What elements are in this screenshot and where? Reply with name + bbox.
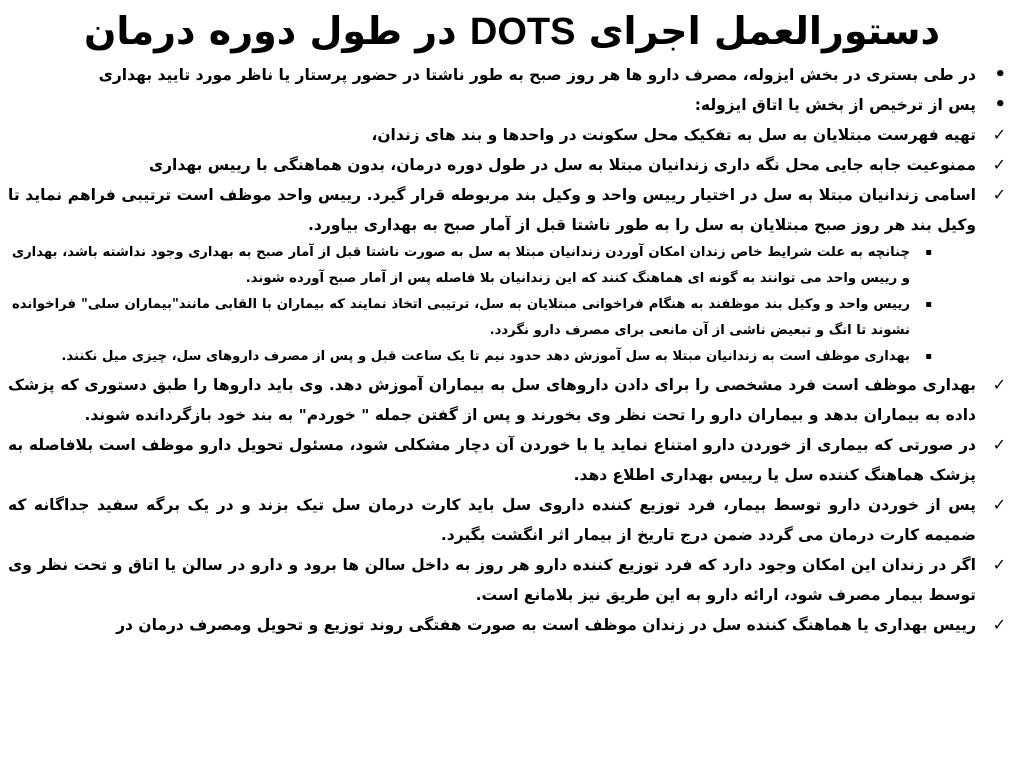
list-item-level-2 <box>8 180 1018 240</box>
checkmark-icon: ✓ <box>992 155 1006 174</box>
checkmark-icon: ✓ <box>992 185 1006 204</box>
checkmark-icon: ✓ <box>992 375 1006 394</box>
slide-content <box>8 60 1018 640</box>
bullet-icon: • <box>994 64 1006 85</box>
checkmark-icon: ✓ <box>992 495 1006 514</box>
list-item-level-1 <box>8 60 1018 90</box>
square-bullet-icon: ▪ <box>925 299 932 310</box>
title-suffix: در طول دوره درمان <box>83 9 457 53</box>
list-item-level-3 <box>8 292 1018 344</box>
square-bullet-icon: ▪ <box>925 247 932 258</box>
list-item-text: پس از خوردن دارو توسط بیمار، فرد توزیع کننده داروی سل باید کارت درمان سل تیک بزند و در یک برگه سفید جداگانه که ضمیمه کارت درمان می گردد ضمن درج تاریخ از بیمار اثر انگشت بگیرد. <box>8 496 976 544</box>
list-item-text: در صورتی که بیماری از خوردن دارو امتناع نماید یا با خوردن آن دچار مشکلی شود، مسئول تحویل دارو موظف است بلافاصله به پزشک هماهنگ کننده سل یا رییس بهداری اطلاع دهد. <box>8 436 976 484</box>
list-item-level-2 <box>8 120 1018 150</box>
list-item-text: تهیه فهرست مبتلایان به سل به تفکیک محل سکونت در واحدها و بند های زندان، <box>371 126 976 144</box>
list-item-text: بهداری موظف است به زندانیان مبتلا به سل آموزش دهد حدود نیم تا یک ساعت قبل و پس از مصرف داروهای سل، چیزی میل نکنند. <box>61 349 910 364</box>
checkmark-icon: ✓ <box>992 615 1006 634</box>
list-item-text: پس از ترخیص از بخش یا اتاق ایزوله: <box>694 96 976 114</box>
list-item-level-2 <box>8 370 1018 430</box>
list-item-text: اسامی زندانیان مبتلا به سل در اختیار رییس واحد و وکیل بند مربوطه قرار گیرد. رییس واحد موظف است ترتیبی فراهم نماید تا وکیل بند هر روز صبح مبتلایان به سل را به طور ناشتا قبل از آمار صبح به بهداری بیاورد. <box>8 186 976 234</box>
square-bullet-icon: ▪ <box>925 351 932 362</box>
list-item-text: بهداری موظف است فرد مشخصی را برای دادن داروهای سل به بیماران آموزش دهد. وی باید داروها را طبق دستوری که پزشک داده به بیماران بدهد و بیماران دارو را تحت نظر وی بخورند و پس از گفتن جمله " خوردم" به بند خود بازگردانده شوند. <box>8 376 976 424</box>
checkmark-icon: ✓ <box>992 125 1006 144</box>
list-item-text: ممنوعیت جابه جایی محل نگه داری زندانیان مبتلا به سل در طول دوره درمان، بدون هماهنگی با رییس بهداری <box>148 156 976 174</box>
list-item-level-3 <box>8 344 1018 370</box>
checkmark-icon: ✓ <box>992 555 1006 574</box>
checkmark-icon: ✓ <box>992 435 1006 454</box>
list-item-text: رییس واحد و وکیل بند موظفند به هنگام فراخوانی مبتلایان به سل، ترتیبی اتخاذ نمایند که بیماران با القابی مانند"بیماران سلی" فراخوانده نشوند تا انگ و تبعیض ناشی از آن مانعی برای مصرف دارو نگردد. <box>12 297 910 338</box>
list-item-level-2 <box>8 430 1018 490</box>
list-item-text: چنانچه به علت شرایط خاص زندان امکان آوردن زندانیان مبتلا به سل به صورت ناشتا قبل از آمار صبح به بهداری وجود نداشته باشد، بهداری و رییس واحد می توانند به گونه ای هماهنگ کنند که این زندانیان بلا فاصله پس از آمار صبح آورده شوند. <box>12 245 910 286</box>
list-item-text: اگر در زندان این امکان وجود دارد که فرد توزیع کننده دارو هر روز به داخل سالن ها برود و دارو در سالن یا اتاق و تحت نظر وی توسط بیمار مصرف شود، ارائه دارو به این طریق نیز بلامانع است. <box>8 556 976 604</box>
list-item-level-3 <box>8 240 1018 292</box>
list-item-level-2 <box>8 150 1018 180</box>
title-prefix: دستورالعمل اجرای <box>588 9 941 53</box>
bullet-icon: • <box>994 94 1006 115</box>
list-item-level-2 <box>8 550 1018 610</box>
list-item-level-2 <box>8 490 1018 550</box>
title-latin: DOTS <box>469 11 576 53</box>
slide-title <box>0 6 1024 57</box>
list-item-level-2 <box>8 610 1018 640</box>
list-item-text: رییس بهداری یا هماهنگ کننده سل در زندان موظف است به صورت هفتگی روند توزیع و تحویل ومصرف درمان در <box>116 616 976 634</box>
list-item-level-1 <box>8 90 1018 120</box>
list-item-text: در طی بستری در بخش ایزوله، مصرف دارو ها هر روز صبح به طور ناشتا در حضور پرستار یا ناظر مورد تایید بهداری <box>98 66 976 84</box>
